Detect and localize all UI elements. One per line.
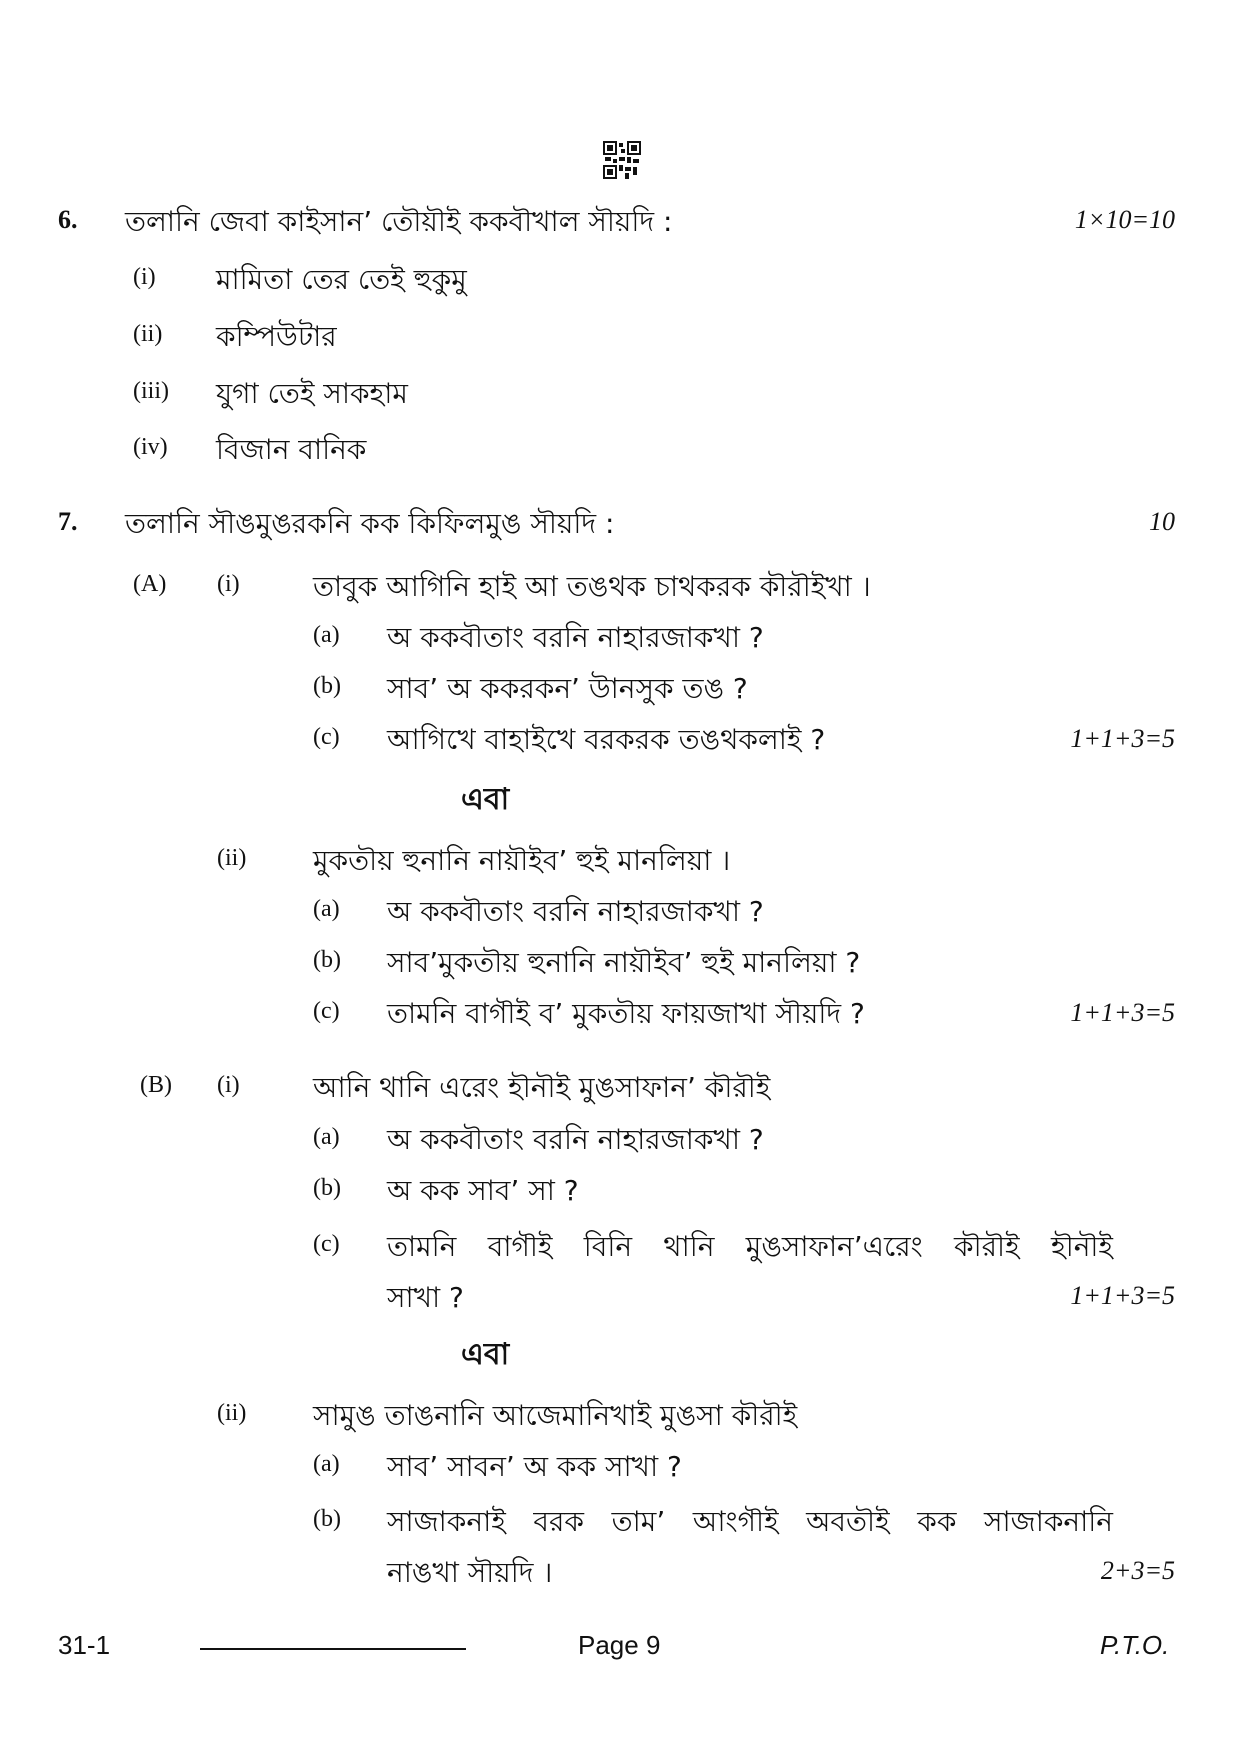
part-text: সাব’ সাবন’ অ কক সাখা ? <box>387 1450 682 1483</box>
part-label: (a) <box>313 896 340 922</box>
sub-question-text: সামুঙ তাঙনানি আজেমানিখাই মুঙসা কৗরৗই <box>313 1399 798 1432</box>
part-text: সাজাকনাই বরক তাম’ আংগৗই অবতৗই কক সাজাকনানি <box>387 1505 1113 1538</box>
part-text: তামনি বাগৗই ব’ মুকতৗয় ফায়জাখা সৗয়দি ? <box>387 997 865 1030</box>
sub-question-text: আনি থানি এরেং হৗনৗই মুঙসাফান’ কৗরৗই <box>313 1071 771 1104</box>
part-text: সাব’মুকতৗয় হুনানি নায়ৗইব’ হুই মানলিয়া ? <box>387 946 861 979</box>
question-number: 7. <box>58 507 78 536</box>
part-text: আগিখে বাহাইখে বরকরক তঙথকলাই ? <box>387 723 826 756</box>
part-label: (c) <box>313 1231 340 1257</box>
item-label: (ii) <box>133 321 163 347</box>
part-text: অ ককবৗতাং বরনি নাহারজাকখা ? <box>387 895 764 928</box>
question-text: তলানি জেবা কাইসান’ তৌয়ৗই ককবৗখাল সৗয়দি : <box>125 205 673 238</box>
question-marks: 10 <box>1149 507 1175 536</box>
part-label: (a) <box>313 622 340 648</box>
item-text: বিজান বানিক <box>216 433 367 466</box>
sub-question-label: (ii) <box>217 1400 247 1426</box>
sub-question-label: (ii) <box>217 845 247 871</box>
part-text: অ ককবৗতাং বরনি নাহারজাকখা ? <box>387 621 764 654</box>
part-label: (b) <box>313 1175 341 1201</box>
qr-code-icon <box>603 141 641 179</box>
part-text-continued: নাঙখা সৗয়দি । <box>387 1556 553 1589</box>
footer-rule <box>200 1648 466 1650</box>
sub-question-label: (i) <box>217 1072 240 1098</box>
part-label: (b) <box>313 947 341 973</box>
item-text: যুগা তেই সাকহাম <box>216 377 408 410</box>
part-marks: 1+1+3=5 <box>1070 1281 1175 1310</box>
part-text-continued: সাখা ? <box>387 1281 464 1314</box>
sub-question-text: তাবুক আগিনি হাই আ তঙথক চাথকরক কৗরৗইখা । <box>313 570 871 603</box>
item-text: মামিতা তের তেই হুকুমু <box>216 263 467 296</box>
part-marks: 1+1+3=5 <box>1070 998 1175 1027</box>
part-text: অ ককবৗতাং বরনি নাহারজাকখা ? <box>387 1123 764 1156</box>
part-label: (b) <box>313 1506 341 1532</box>
part-text: সাব’ অ ককরকন’ উানসুক তঙ ? <box>387 672 748 705</box>
pto-label: P.T.O. <box>1100 1630 1170 1660</box>
part-text: তামনি বাগৗই বিনি থানি মুঙসাফান’এরেং কৗরৗই হৗনৗই <box>387 1230 1113 1263</box>
page-number: Page 9 <box>578 1630 661 1660</box>
section-label: (B) <box>140 1072 172 1098</box>
question-text: তলানি সৗঙমুঙরকনি কক কিফিলমুঙ সৗয়দি : <box>125 507 615 540</box>
section-label: (A) <box>133 571 167 597</box>
part-label: (c) <box>313 724 340 750</box>
item-label: (iii) <box>133 378 169 404</box>
sub-question-text: মুকতৗয় হুনানি নায়ৗইব’ হুই মানলিয়া । <box>313 844 731 877</box>
part-marks: 1+1+3=5 <box>1070 724 1175 753</box>
paper-code: 31-1 <box>58 1630 111 1660</box>
item-label: (iv) <box>133 434 168 460</box>
item-label: (i) <box>133 264 156 290</box>
question-number: 6. <box>58 205 78 234</box>
part-label: (b) <box>313 673 341 699</box>
part-label: (a) <box>313 1124 340 1150</box>
part-label: (c) <box>313 998 340 1024</box>
sub-question-label: (i) <box>217 571 240 597</box>
question-marks: 1×10=10 <box>1074 205 1175 234</box>
part-label: (a) <box>313 1451 340 1477</box>
part-text: অ কক সাব’ সা ? <box>387 1174 579 1207</box>
part-marks: 2+3=5 <box>1100 1556 1175 1585</box>
or-separator: এবা <box>461 782 510 817</box>
item-text: কম্পিউটার <box>216 320 337 353</box>
or-separator: এবা <box>461 1337 510 1372</box>
